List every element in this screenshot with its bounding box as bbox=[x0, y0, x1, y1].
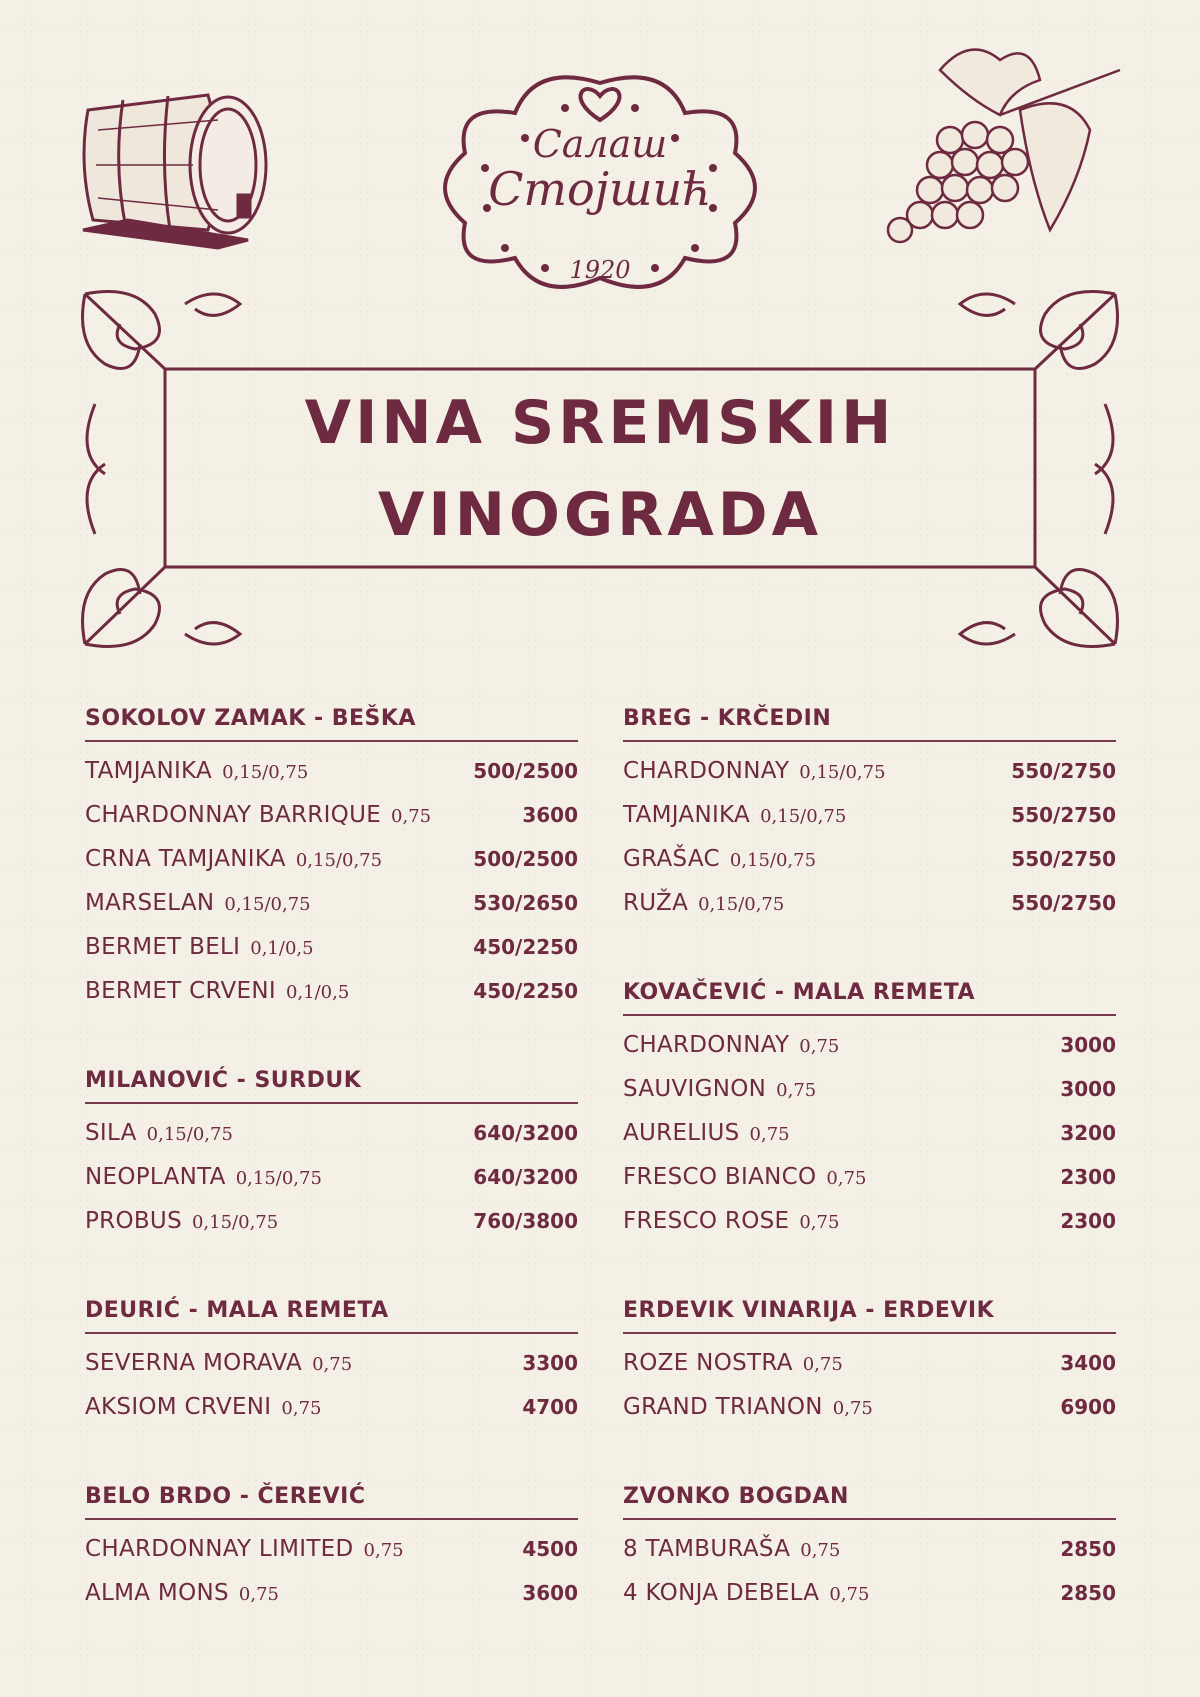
wine-row bbox=[623, 846, 1116, 890]
wine-name: CHARDONNAY bbox=[623, 758, 790, 784]
wine-price: 6900 bbox=[1060, 1395, 1116, 1419]
section-heading: ZVONKO BOGDAN bbox=[623, 1480, 1116, 1520]
wine-section bbox=[85, 702, 578, 1022]
right-column bbox=[623, 702, 1116, 1666]
wine-price: 3000 bbox=[1060, 1077, 1116, 1101]
wine-row bbox=[623, 1394, 1116, 1438]
section-heading: KOVAČEVIĆ - MALA REMETA bbox=[623, 976, 1116, 1016]
wine-price: 3300 bbox=[522, 1351, 578, 1375]
wine-volume: 0,15/0,75 bbox=[235, 1168, 322, 1189]
section-heading: BELO BRDO - ČEREVIĆ bbox=[85, 1480, 578, 1520]
wine-price: 4500 bbox=[522, 1537, 578, 1561]
wine-row bbox=[623, 1536, 1116, 1580]
wine-name: FRESCO BIANCO bbox=[623, 1164, 817, 1190]
wine-name: FRESCO ROSE bbox=[623, 1208, 790, 1234]
wine-name: AURELIUS bbox=[623, 1120, 740, 1146]
section-heading: SOKOLOV ZAMAK - BEŠKA bbox=[85, 702, 578, 742]
wine-volume: 0,75 bbox=[238, 1584, 279, 1605]
wine-volume: 0,75 bbox=[799, 1036, 840, 1057]
wine-name: RUŽA bbox=[623, 890, 689, 916]
wine-row bbox=[85, 1350, 578, 1394]
wine-price: 550/2750 bbox=[1011, 803, 1116, 827]
wine-name: GRAŠAC bbox=[623, 846, 720, 872]
wine-volume: 0,75 bbox=[829, 1584, 870, 1605]
wine-price: 500/2500 bbox=[473, 759, 578, 783]
wine-volume: 0,15/0,75 bbox=[729, 850, 817, 871]
wine-volume: 0,75 bbox=[281, 1398, 322, 1419]
wine-price: 4700 bbox=[522, 1395, 578, 1419]
wine-volume: 0,75 bbox=[776, 1080, 817, 1101]
wine-volume: 0,15/0,75 bbox=[760, 806, 847, 827]
wine-section bbox=[623, 1294, 1116, 1438]
wine-row bbox=[623, 1032, 1116, 1076]
section-heading: DEURIĆ - MALA REMETA bbox=[85, 1294, 578, 1334]
wine-row bbox=[85, 934, 578, 978]
wine-name: BERMET CRVENI bbox=[85, 978, 276, 1004]
wine-row bbox=[85, 802, 578, 846]
wine-price: 3600 bbox=[522, 1581, 578, 1605]
wine-name: TAMJANIKA bbox=[623, 802, 751, 828]
wine-name: PROBUS bbox=[85, 1208, 182, 1234]
wine-price: 450/2250 bbox=[473, 935, 578, 959]
wine-row bbox=[623, 758, 1116, 802]
wine-price: 2850 bbox=[1060, 1537, 1116, 1561]
wine-volume: 0,75 bbox=[802, 1354, 843, 1375]
wine-volume: 0,15/0,75 bbox=[698, 894, 785, 915]
wine-price: 760/3800 bbox=[473, 1209, 578, 1233]
wine-section bbox=[85, 1064, 578, 1252]
wine-row bbox=[85, 846, 578, 890]
wine-price: 640/3200 bbox=[473, 1121, 578, 1145]
wine-row bbox=[85, 1536, 578, 1580]
wine-name: ROZE NOSTRA bbox=[623, 1350, 793, 1376]
title-line-2: VINOGRADA bbox=[377, 480, 823, 550]
left-column bbox=[85, 702, 578, 1666]
wine-row bbox=[85, 1394, 578, 1438]
logo-year: 1920 bbox=[569, 256, 631, 284]
wine-name: NEOPLANTA bbox=[85, 1164, 226, 1190]
wine-volume: 0,75 bbox=[749, 1124, 790, 1145]
section-heading: MILANOVIĆ - SURDUK bbox=[85, 1064, 578, 1104]
heart-icon bbox=[581, 89, 620, 120]
wine-name: ALMA MONS bbox=[85, 1580, 229, 1606]
wine-volume: 0,1/0,5 bbox=[285, 982, 350, 1003]
wine-name: TAMJANIKA bbox=[85, 758, 213, 784]
wine-price: 550/2750 bbox=[1011, 759, 1116, 783]
wine-name: 4 KONJA DEBELA bbox=[623, 1580, 820, 1606]
wine-volume: 0,15/0,75 bbox=[222, 762, 309, 783]
wine-section bbox=[623, 1480, 1116, 1624]
title-line-1: VINA SREMSKIH bbox=[304, 388, 896, 458]
wine-row bbox=[85, 1164, 578, 1208]
wine-price: 2300 bbox=[1060, 1165, 1116, 1189]
wine-row bbox=[85, 890, 578, 934]
barrel-illustration bbox=[68, 70, 288, 250]
grapes-illustration bbox=[880, 30, 1150, 250]
wine-volume: 0,75 bbox=[832, 1398, 873, 1419]
wine-name: SILA bbox=[85, 1120, 137, 1146]
wine-row bbox=[85, 1120, 578, 1164]
wine-price: 3000 bbox=[1060, 1033, 1116, 1057]
wine-name: GRAND TRIANON bbox=[623, 1394, 823, 1420]
wine-price: 2300 bbox=[1060, 1209, 1116, 1233]
wine-row bbox=[85, 758, 578, 802]
wine-section bbox=[623, 702, 1116, 934]
wine-row bbox=[85, 1208, 578, 1252]
wine-volume: 0,15/0,75 bbox=[295, 850, 383, 871]
wine-volume: 0,15/0,75 bbox=[146, 1124, 233, 1145]
wine-name: CRNA TAMJANIKA bbox=[85, 846, 286, 872]
wine-price: 3600 bbox=[522, 803, 578, 827]
wine-name: CHARDONNAY LIMITED bbox=[85, 1536, 354, 1562]
wine-row bbox=[623, 802, 1116, 846]
wine-row bbox=[85, 1580, 578, 1624]
wine-row bbox=[623, 890, 1116, 934]
wine-name: 8 TAMBURAŠA bbox=[623, 1536, 791, 1562]
section-heading: BREG - KRČEDIN bbox=[623, 702, 1116, 742]
wine-row bbox=[623, 1120, 1116, 1164]
wine-volume: 0,75 bbox=[312, 1354, 353, 1375]
wine-name: CHARDONNAY bbox=[623, 1032, 790, 1058]
wine-volume: 0,1/0,5 bbox=[250, 938, 314, 959]
wine-volume: 0,15/0,75 bbox=[224, 894, 311, 915]
wine-volume: 0,15/0,75 bbox=[799, 762, 886, 783]
wine-volume: 0,75 bbox=[826, 1168, 867, 1189]
wine-price: 500/2500 bbox=[473, 847, 578, 871]
wine-price: 3200 bbox=[1060, 1121, 1116, 1145]
wine-name: CHARDONNAY BARRIQUE bbox=[85, 802, 382, 828]
wine-name: SAUVIGNON bbox=[623, 1076, 767, 1102]
wine-name: MARSELAN bbox=[85, 890, 215, 916]
wine-row bbox=[623, 1164, 1116, 1208]
wine-name: SEVERNA MORAVA bbox=[85, 1350, 303, 1376]
wine-price: 550/2750 bbox=[1011, 847, 1116, 871]
wine-section bbox=[623, 976, 1116, 1252]
wine-price: 3400 bbox=[1060, 1351, 1116, 1375]
wine-price: 530/2650 bbox=[473, 891, 578, 915]
logo-line-2: Стојшић bbox=[488, 162, 712, 216]
wine-section bbox=[85, 1480, 578, 1624]
wine-price: 640/3200 bbox=[473, 1165, 578, 1189]
wine-volume: 0,75 bbox=[800, 1540, 841, 1561]
wine-price: 2850 bbox=[1060, 1581, 1116, 1605]
wine-row bbox=[623, 1076, 1116, 1120]
wine-volume: 0,75 bbox=[391, 806, 432, 827]
wine-row bbox=[623, 1580, 1116, 1624]
wine-price: 450/2250 bbox=[473, 979, 578, 1003]
wine-volume: 0,75 bbox=[363, 1540, 404, 1561]
logo-line-1: Салаш bbox=[532, 122, 668, 166]
wine-row bbox=[85, 978, 578, 1022]
wine-row bbox=[623, 1350, 1116, 1394]
section-heading: ERDEVIK VINARIJA - ERDEVIK bbox=[623, 1294, 1116, 1334]
wine-row bbox=[623, 1208, 1116, 1252]
wine-volume: 0,75 bbox=[799, 1212, 840, 1233]
wine-name: BERMET BELI bbox=[85, 934, 241, 960]
wine-volume: 0,15/0,75 bbox=[191, 1212, 279, 1233]
wine-name: AKSIOM CRVENI bbox=[85, 1394, 272, 1420]
wine-price: 550/2750 bbox=[1011, 891, 1116, 915]
wine-section bbox=[85, 1294, 578, 1438]
page-title bbox=[165, 378, 1035, 562]
